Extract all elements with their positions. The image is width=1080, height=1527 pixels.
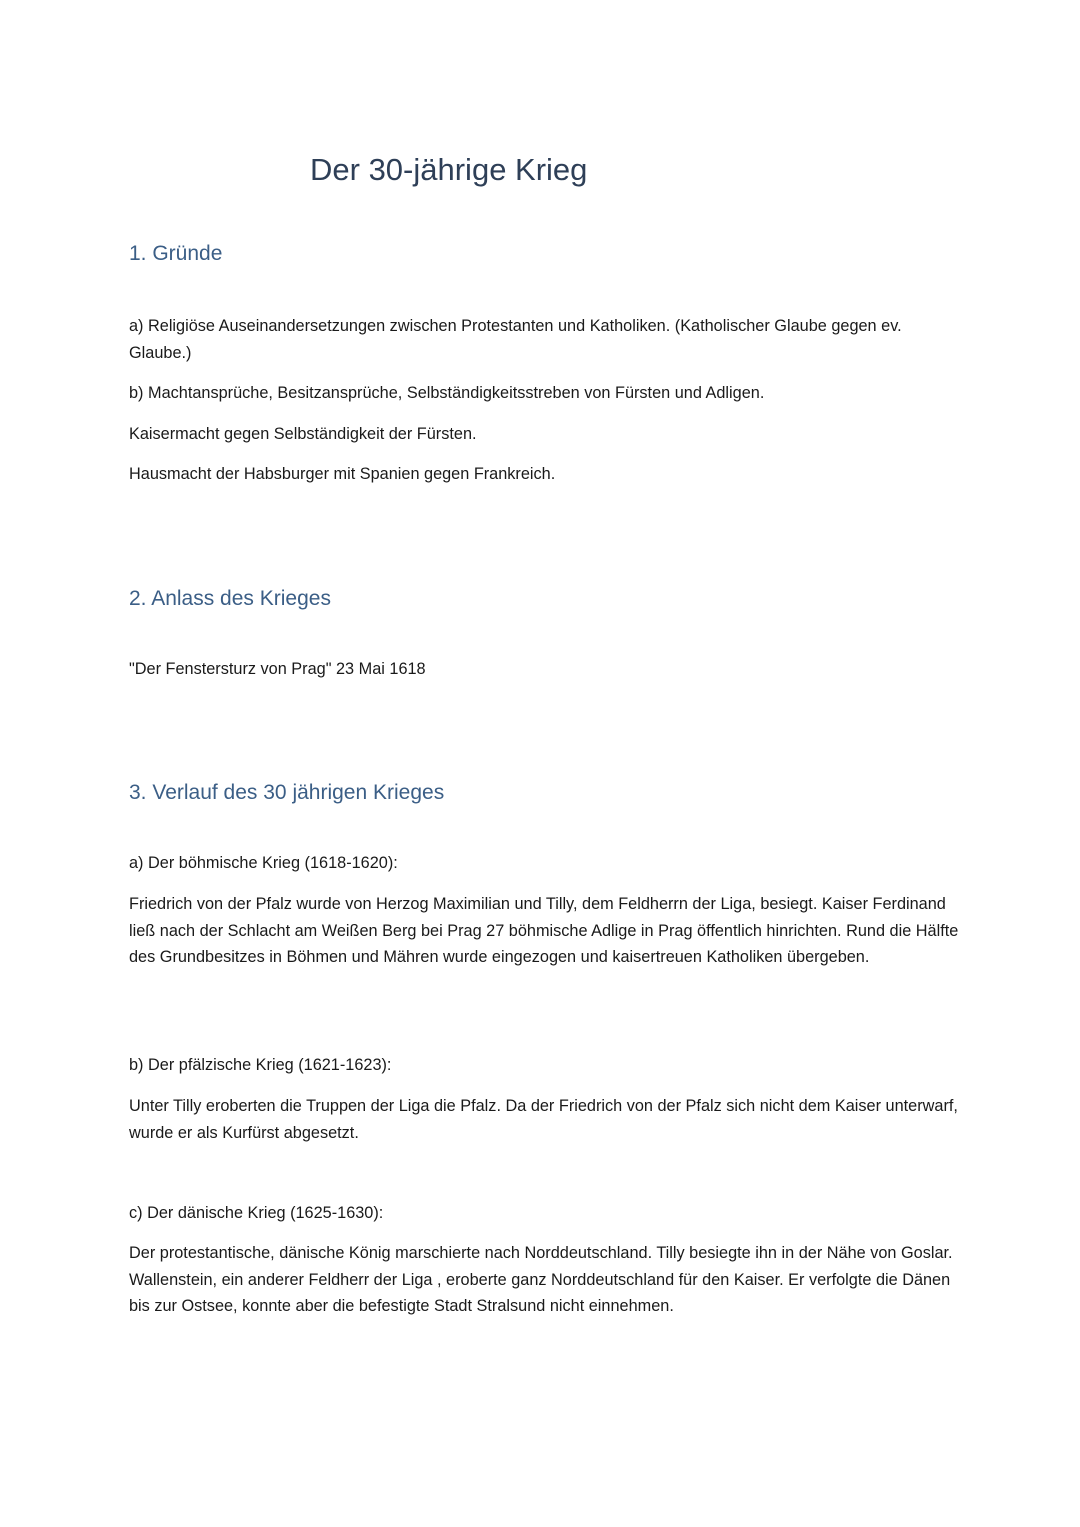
paragraph: b) Machtansprüche, Besitzansprüche, Selbständigkeitsstreben von Fürsten und Adligen. <box>129 384 765 402</box>
subsection-title: c) Der dänische Krieg (1625-1630): <box>129 1204 384 1222</box>
subsection-title: b) Der pfälzische Krieg (1621-1623): <box>129 1056 392 1074</box>
paragraph: Der protestantische, dänische König marschierte nach Norddeutschland. Tilly besiegte ihn in der Nähe von Goslar. Wallenstein, ein anderer Feldherr der Liga , eroberte ganz Norddeutschland für den Kaiser. Er verfolgte die Dänen bis zur Ostsee, konnte aber die befestigte Stadt Stralsund nicht einnehmen. <box>129 1244 953 1315</box>
document-title: Der 30-jährige Krieg <box>310 152 588 187</box>
paragraph: Hausmacht der Habsburger mit Spanien gegen Frankreich. <box>129 465 556 483</box>
paragraph: Kaisermacht gegen Selbständigkeit der Fürsten. <box>129 425 477 443</box>
section-heading-anlass: 2. Anlass des Krieges <box>129 587 331 610</box>
section-heading-gruende: 1. Gründe <box>129 242 223 265</box>
subsection-title: a) Der böhmische Krieg (1618-1620): <box>129 854 398 872</box>
section-heading-verlauf: 3. Verlauf des 30 jährigen Krieges <box>129 781 445 804</box>
paragraph: "Der Fenstersturz von Prag" 23 Mai 1618 <box>129 660 426 678</box>
paragraph: a) Religiöse Auseinandersetzungen zwischen Protestanten und Katholiken. (Katholischer Glaube gegen ev. Glaube.) <box>129 317 902 362</box>
paragraph: Friedrich von der Pfalz wurde von Herzog Maximilian und Tilly, dem Feldherrn der Liga, besiegt. Kaiser Ferdinand ließ nach der Schlacht am Weißen Berg bei Prag 27 böhmische Adlige in Prag öffentlich hinrichten. Rund die Hälfte des Grundbesitzes in Böhmen und Mähren wurde eingezogen und kaisertreuen Katholiken übergeben. <box>129 895 959 966</box>
paragraph: Unter Tilly eroberten die Truppen der Liga die Pfalz. Da der Friedrich von der Pfalz sich nicht dem Kaiser unterwarf, wurde er als Kurfürst abgesetzt. <box>129 1097 958 1142</box>
